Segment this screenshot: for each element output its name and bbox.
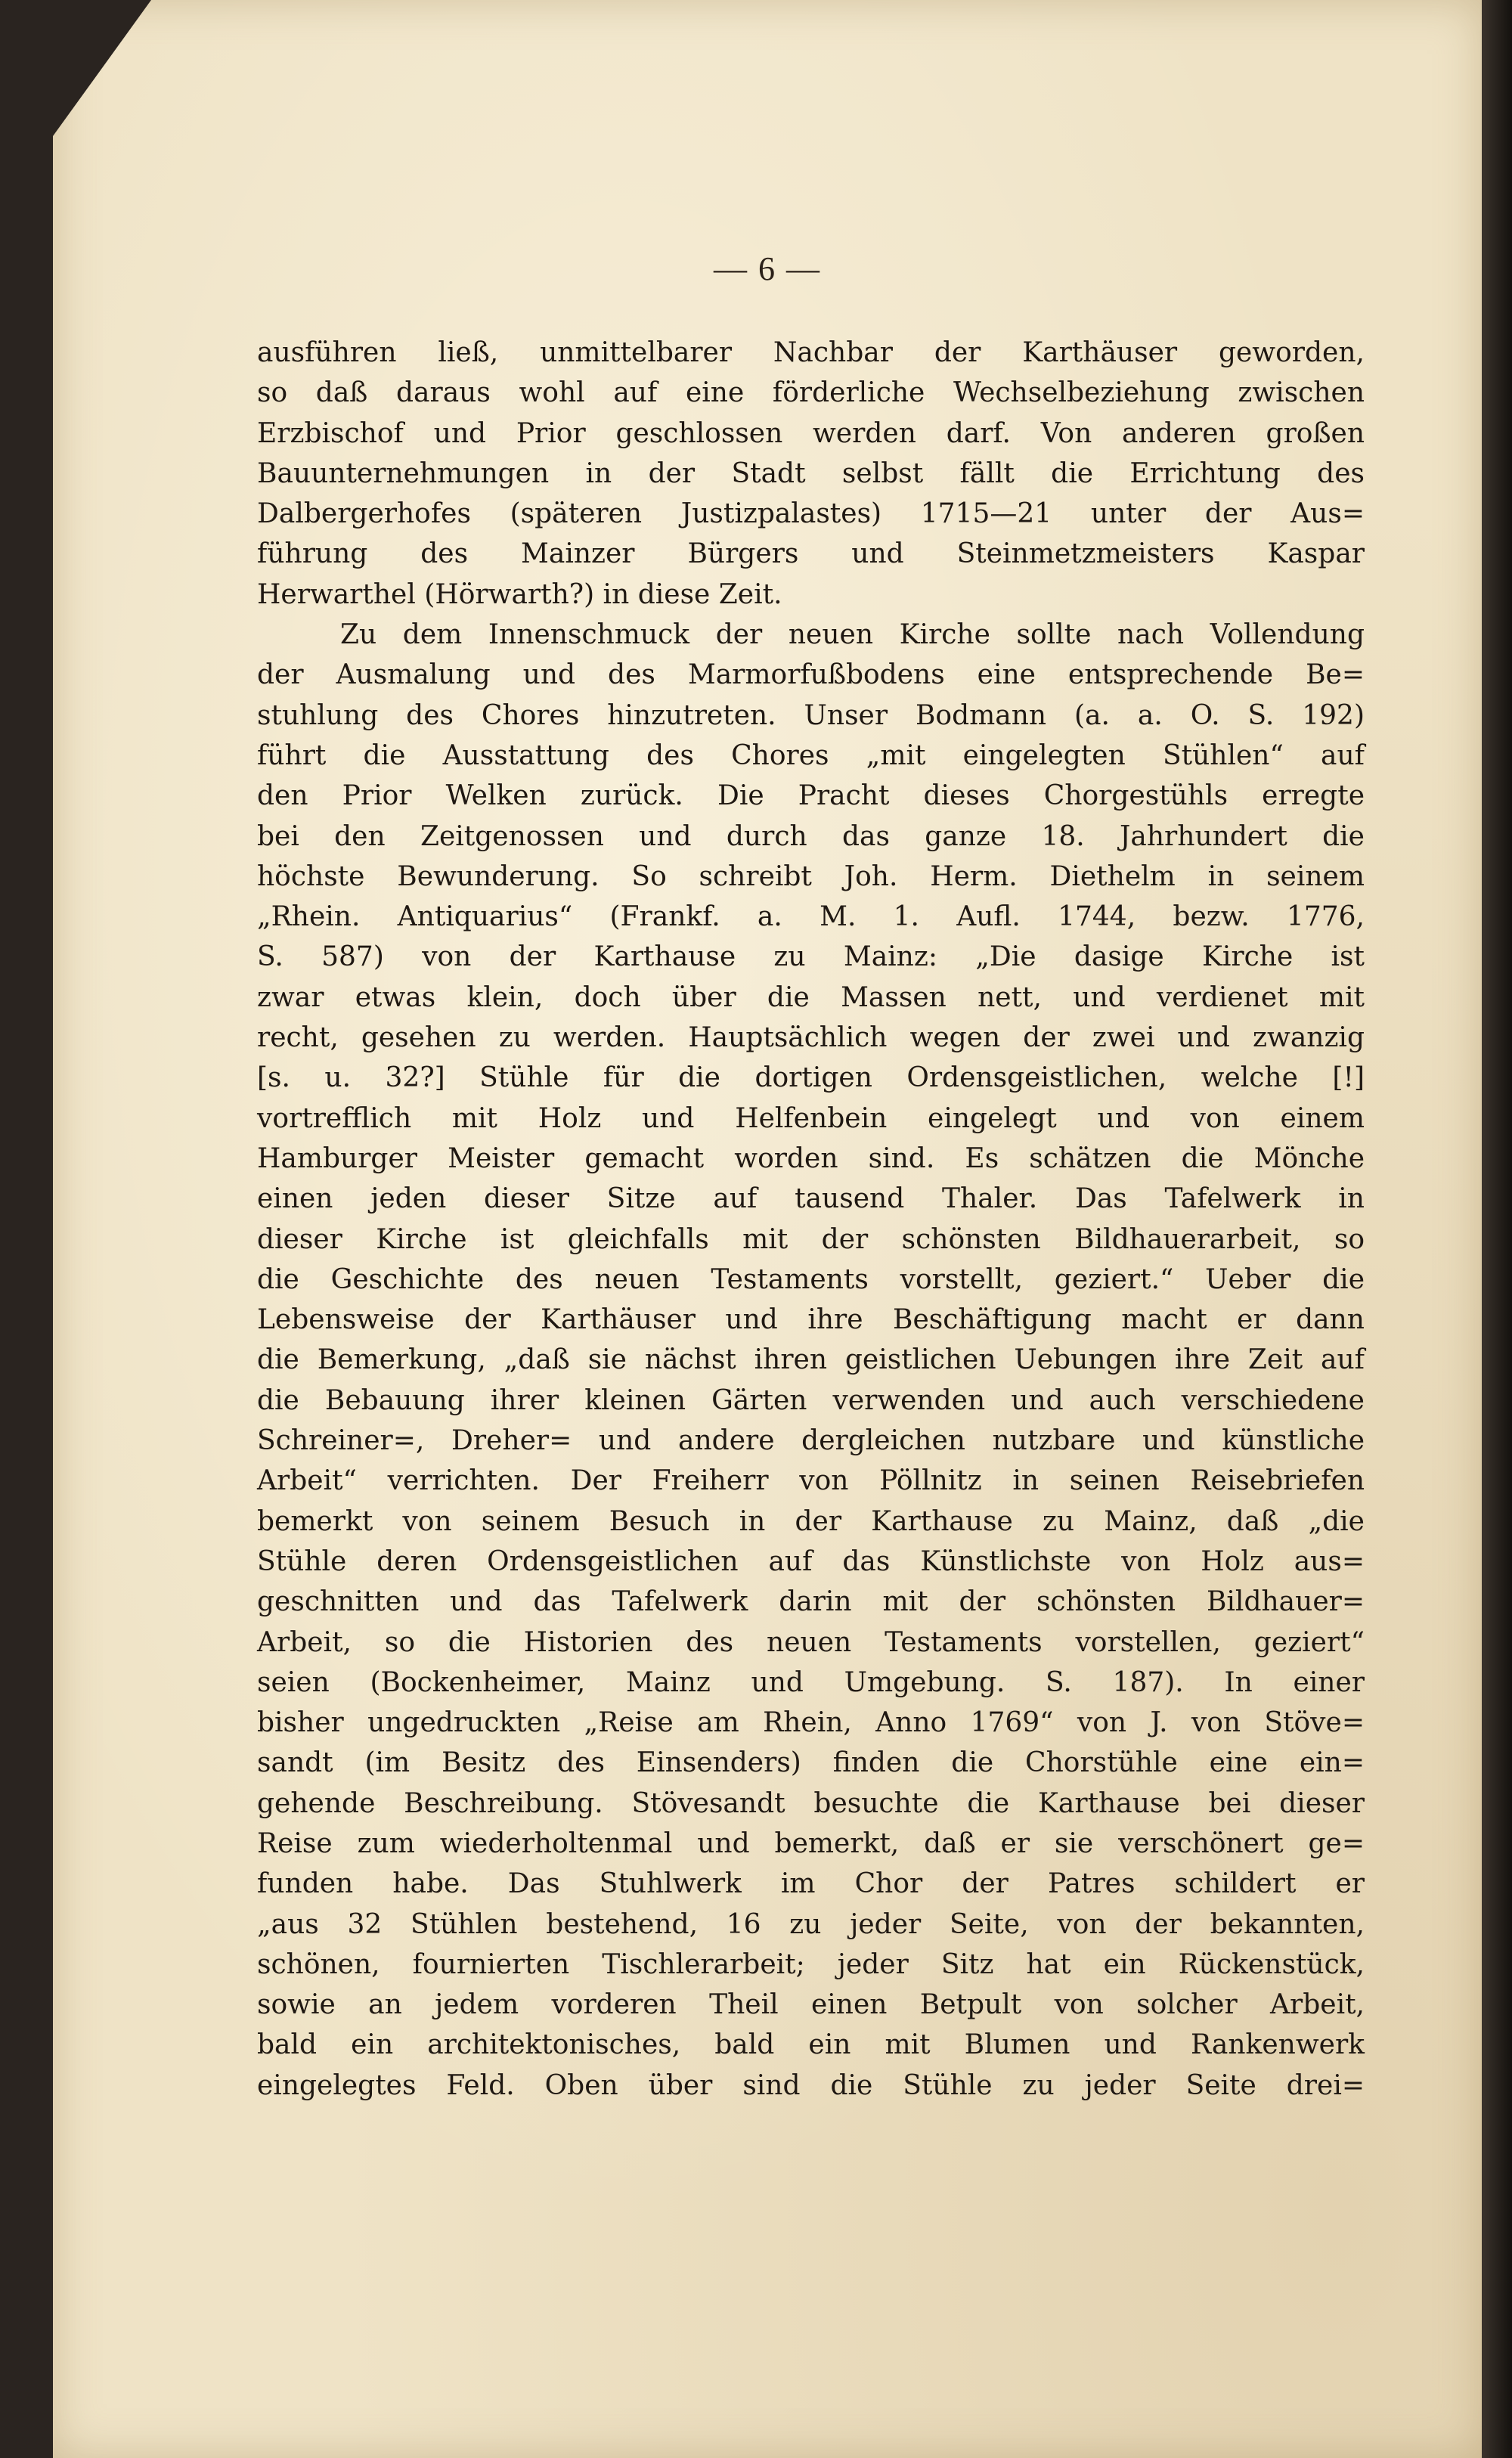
- paragraph-2: [257, 615, 1365, 2106]
- text-line: geschnitten und das Tafelwerk darin mit der schönsten Bildhauer=: [257, 1586, 1365, 1618]
- text-line: bisher ungedruckten „Reise am Rhein, Anno 1769“ von J. von Stöve=: [257, 1707, 1365, 1739]
- text-line: bei den Zeitgenossen und durch das ganze 18. Jahrhundert die: [257, 820, 1365, 852]
- text-line: den Prior Welken zurück. Die Pracht dieses Chorgestühls erregte: [257, 780, 1365, 812]
- text-line: „aus 32 Stühlen bestehend, 16 zu jeder Seite, von der bekannten,: [257, 1908, 1365, 1940]
- text-line: einen jeden dieser Sitze auf tausend Thaler. Das Tafelwerk in: [257, 1183, 1365, 1215]
- text-line: dieser Kirche ist gleichfalls mit der schönsten Bildhauerarbeit, so: [257, 1223, 1365, 1255]
- text-line: die Bemerkung, „daß sie nächst ihren geistlichen Uebungen ihre Zeit auf: [257, 1344, 1365, 1376]
- text-line: so daß daraus wohl auf eine förderliche Wechselbeziehung zwischen: [257, 377, 1365, 409]
- text-line: S. 587) von der Karthause zu Mainz: „Die dasige Kirche ist: [257, 941, 1365, 973]
- book-page: [53, 0, 1482, 2458]
- paragraph-1: [257, 333, 1365, 615]
- text-line: gehende Beschreibung. Stövesandt besuchte die Karthause bei dieser: [257, 1787, 1365, 1819]
- text-line: funden habe. Das Stuhlwerk im Chor der Patres schildert er: [257, 1868, 1365, 1900]
- text-line: Stühle deren Ordensgeistlichen auf das Künstlichste von Holz aus=: [257, 1545, 1365, 1577]
- text-line: ausführen ließ, unmittelbarer Nachbar der Karthäuser geworden,: [257, 337, 1365, 368]
- torn-corner: [53, 0, 151, 136]
- text-line: schönen, fournierten Tischlerarbeit; jeder Sitz hat ein Rückenstück,: [257, 1948, 1365, 1980]
- text-line: Arbeit“ verrichten. Der Freiherr von Pöllnitz in seinen Reisebriefen: [257, 1465, 1365, 1497]
- scan-border: [1482, 0, 1512, 2458]
- text-line: Lebensweise der Karthäuser und ihre Beschäftigung macht er dann: [257, 1304, 1365, 1336]
- text-line: die Bebauung ihrer kleinen Gärten verwenden und auch verschiedene: [257, 1384, 1365, 1416]
- text-line: eingelegtes Feld. Oben über sind die Stühle zu jeder Seite drei=: [257, 2069, 1365, 2101]
- text-line: sowie an jedem vorderen Theil einen Betpult von solcher Arbeit,: [257, 1989, 1365, 2021]
- body-text: [257, 333, 1365, 2106]
- text-line: Reise zum wiederholtenmal und bemerkt, daß er sie verschönert ge=: [257, 1827, 1365, 1859]
- text-line: der Ausmalung und des Marmorfußbodens eine entsprechende Be=: [257, 659, 1365, 691]
- text-line: Erzbischof und Prior geschlossen werden darf. Von anderen großen: [257, 417, 1365, 449]
- text-line: führung des Mainzer Bürgers und Steinmetzmeisters Kaspar: [257, 538, 1365, 570]
- text-line: Schreiner=, Dreher= und andere dergleichen nutzbare und künstliche: [257, 1425, 1365, 1457]
- text-line: bemerkt von seinem Besuch in der Karthause zu Mainz, daß „die: [257, 1505, 1365, 1537]
- text-line: „Rhein. Antiquarius“ (Frankf. a. M. 1. Aufl. 1744, bezw. 1776,: [257, 901, 1365, 933]
- text-line: höchste Bewunderung. So schreibt Joh. Herm. Diethelm in seinem: [257, 860, 1365, 892]
- text-line: [s. u. 32?] Stühle für die dortigen Ordensgeistlichen, welche [!]: [257, 1062, 1365, 1094]
- text-line: die Geschichte des neuen Testaments vorstellt, geziert.“ Ueber die: [257, 1263, 1365, 1295]
- text-line: sandt (im Besitz des Einsenders) finden die Chorstühle eine ein=: [257, 1747, 1365, 1779]
- text-line: seien (Bockenheimer, Mainz und Umgebung. S. 187). In einer: [257, 1666, 1365, 1698]
- text-line: führt die Ausstattung des Chores „mit eingelegten Stühlen“ auf: [257, 739, 1365, 771]
- text-line: Dalbergerhofes (späteren Justizpalastes) 1715—21 unter der Aus=: [257, 498, 1365, 530]
- text-line: Bauunternehmungen in der Stadt selbst fällt die Errichtung des: [257, 457, 1365, 489]
- text-line: bald ein architektonisches, bald ein mit Blumen und Rankenwerk: [257, 2029, 1365, 2061]
- text-line: Herwarthel (Hörwarth?) in diese Zeit.: [257, 578, 782, 610]
- text-line: recht, gesehen zu werden. Hauptsächlich wegen der zwei und zwanzig: [257, 1022, 1365, 1054]
- text-line: Hamburger Meister gemacht worden sind. Es schätzen die Mönche: [257, 1142, 1365, 1174]
- text-line: stuhlung des Chores hinzutreten. Unser Bodmann (a. a. O. S. 192): [257, 699, 1365, 731]
- text-line: zwar etwas klein, doch über die Massen nett, und verdienet mit: [257, 981, 1365, 1013]
- text-line: Arbeit, so die Historien des neuen Testaments vorstellen, geziert“: [257, 1626, 1365, 1658]
- page-number: — 6 —: [714, 250, 821, 287]
- text-line: Zu dem Innenschmuck der neuen Kirche sollte nach Vollendung: [340, 619, 1365, 651]
- text-line: vortrefflich mit Holz und Helfenbein eingelegt und von einem: [257, 1102, 1365, 1134]
